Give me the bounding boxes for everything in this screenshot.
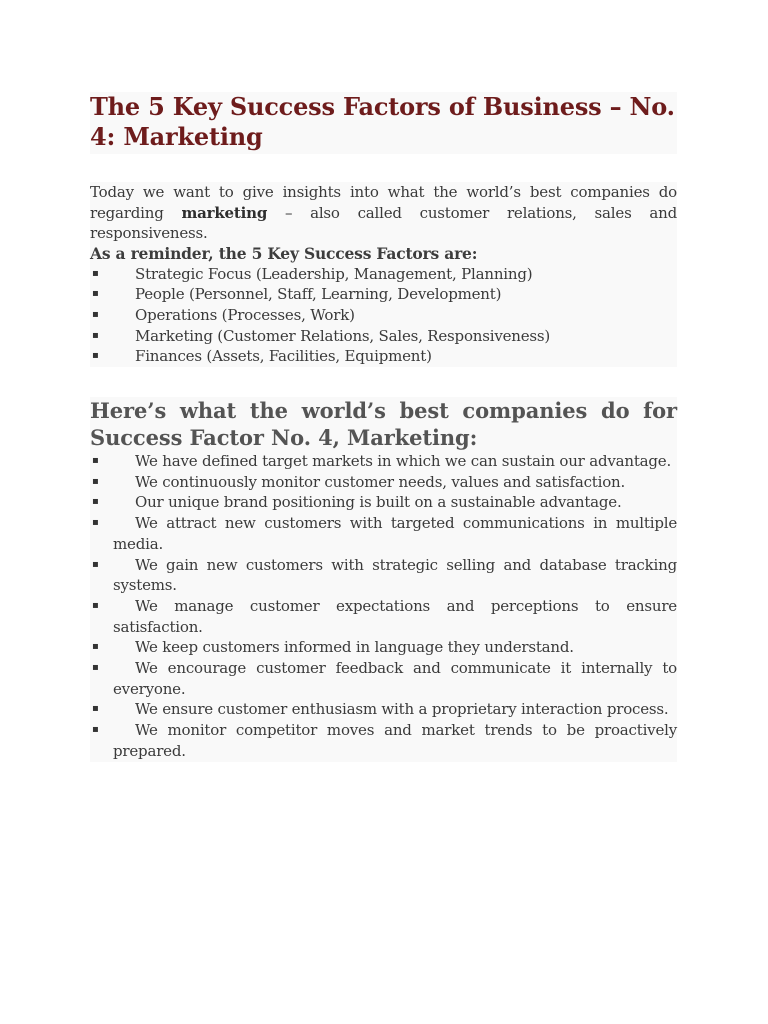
- intro-bold-term: marketing: [181, 203, 268, 222]
- reminder-heading: As a reminder, the 5 Key Success Factors are:: [90, 243, 478, 263]
- list-item-text: We have defined target markets in which we can sustain our advantage.: [135, 452, 672, 471]
- bullet-icon: ▪: [92, 641, 99, 653]
- list-item: [90, 264, 677, 285]
- list-item: [90, 699, 677, 720]
- list-item: [90, 658, 677, 699]
- bullet-icon: ▪: [92, 329, 99, 341]
- list-item-text: We manage customer expectations and perceptions to ensure satisfaction.: [113, 596, 677, 636]
- bullet-icon: ▪: [92, 662, 99, 674]
- list-item-text: Strategic Focus (Leadership, Management, Planning): [135, 264, 533, 283]
- list-item-text: We ensure customer enthusiasm with a proprietary interaction process.: [135, 700, 669, 719]
- bullet-icon: ▪: [92, 724, 99, 736]
- intro-paragraph: [90, 182, 677, 244]
- list-item-text: We attract new customers with targeted communications in multiple media.: [113, 514, 677, 553]
- success-factors-list: [90, 264, 677, 368]
- bullet-icon: ▪: [92, 517, 99, 529]
- intro-text-before: Today we want to give insights into what the world’s best companies do regarding: [90, 183, 677, 222]
- list-item-text: Finances (Assets, Facilities, Equipment): [135, 347, 432, 366]
- bullet-icon: ▪: [92, 703, 99, 715]
- list-item-text: We gain new customers with strategic selling and database tracking systems.: [113, 555, 677, 595]
- bullet-icon: ▪: [92, 350, 99, 362]
- intro-text-after: – also called customer relations, sales and responsiveness.: [90, 203, 677, 242]
- list-item-text: Operations (Processes, Work): [135, 305, 355, 324]
- bullet-icon: ▪: [92, 308, 99, 320]
- list-item: [90, 492, 677, 513]
- list-item: [90, 720, 677, 761]
- list-item: [90, 555, 677, 596]
- list-item: [90, 346, 677, 367]
- title-block: [90, 92, 677, 154]
- article-title: The 5 Key Success Factors of Business – No. 4: Marketing: [90, 92, 675, 151]
- practices-section: [90, 397, 677, 762]
- bullet-icon: ▪: [92, 475, 99, 487]
- list-item: [90, 451, 677, 472]
- list-item-text: We continuously monitor customer needs, values and satisfaction.: [135, 472, 626, 491]
- list-item: [90, 326, 677, 347]
- list-item: [90, 513, 677, 554]
- document-page: [90, 92, 677, 762]
- list-item-text: Our unique brand positioning is built on a sustainable advantage.: [135, 493, 622, 512]
- intro-section: [90, 182, 677, 367]
- list-item-text: We monitor competitor moves and market trends to be proactively prepared.: [113, 721, 677, 760]
- list-item: [90, 472, 677, 493]
- bullet-icon: ▪: [92, 267, 99, 279]
- list-item: [90, 284, 677, 305]
- list-item-text: We keep customers informed in language they understand.: [135, 638, 574, 657]
- bullet-icon: ▪: [92, 288, 99, 300]
- list-item-text: Marketing (Customer Relations, Sales, Responsiveness): [135, 326, 551, 345]
- list-item: [90, 305, 677, 326]
- list-item: [90, 637, 677, 658]
- bullet-icon: ▪: [92, 455, 99, 467]
- bullet-icon: ▪: [92, 496, 99, 508]
- list-item: [90, 596, 677, 637]
- practices-list: [90, 451, 677, 762]
- list-item-text: We encourage customer feedback and communicate it internally to everyone.: [113, 659, 677, 698]
- bullet-icon: ▪: [92, 558, 99, 570]
- list-item-text: People (Personnel, Staff, Learning, Development): [135, 285, 502, 304]
- practices-heading: Here’s what the world’s best companies do for Success Factor No. 4, Marketing:: [90, 398, 677, 451]
- bullet-icon: ▪: [92, 599, 99, 611]
